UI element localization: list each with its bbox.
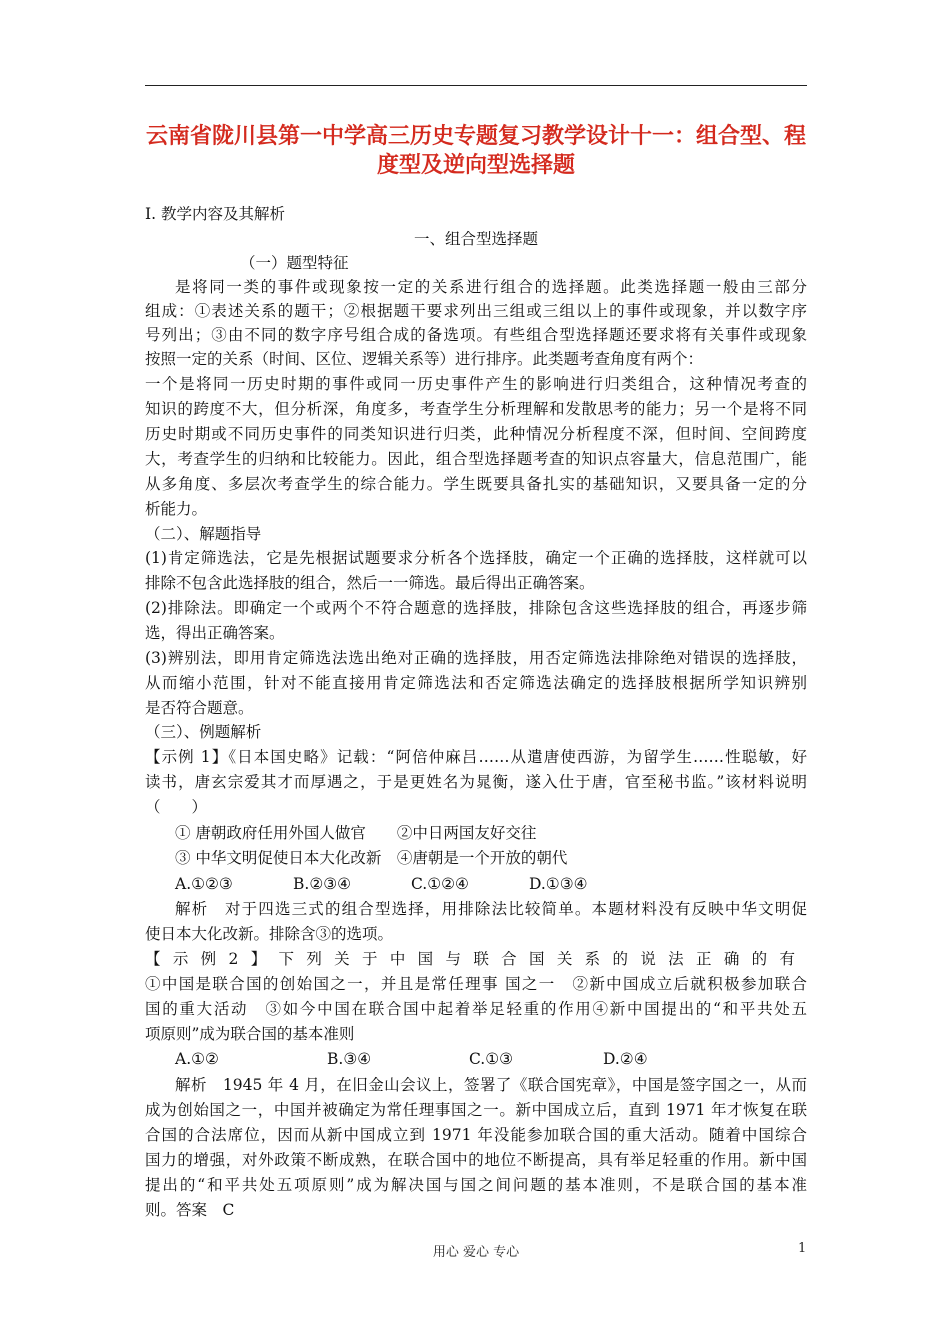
- title-line-2: 度型及逆向型选择题: [376, 152, 575, 178]
- guide-heading: （二）、解题指导: [145, 525, 262, 543]
- guide-line: (1)肯定筛选法，它是先根据试题要求分析各个选择肢，确定一个正确的选择肢，这样就可以: [145, 549, 807, 567]
- example2-question: 项原则”成为联合国的基本准则: [145, 1025, 355, 1043]
- guide-line: (3)辨别法，即用肯定筛选法选出绝对正确的选择肢，用否定筛选法排除绝对错误的选择肢，: [145, 649, 807, 667]
- option-b: B.③④: [327, 1050, 372, 1068]
- guide-line: 选，得出正确答案。: [145, 624, 285, 642]
- option-d: D.②④: [603, 1050, 648, 1068]
- section-main-heading: Ⅰ. 教学内容及其解析: [145, 205, 285, 223]
- para-line: 按照一定的关系（时间、区位、逻辑关系等）进行排序。此类题考查角度有两个：: [145, 350, 704, 368]
- example2-question: ①中国是联合国的创始国之一，并且是常任理事 国之一 ②新中国成立后就积极参加联合: [145, 975, 807, 993]
- para-line: 组成：①表述关系的题干；②根据题干要求列出三组或三组以上的事件或现象，并以数字序: [145, 302, 807, 320]
- para-line: 号列出；③由不同的数字序号组合成的备选项。有些组合型选择题还要求将有关事件或现象: [145, 326, 807, 344]
- page-number: 1: [798, 1241, 807, 1256]
- document-title: [140, 122, 812, 180]
- example1-statement: ③ 中华文明促使日本大化改新 ④唐朝是一个开放的朝代: [175, 849, 568, 867]
- example2-analysis: 合国的合法席位，因而从新中国成立到 1971 年没能参加联合国的重大活动。随着中国综合: [145, 1126, 807, 1144]
- para-line: 析能力。: [145, 500, 208, 518]
- option-a: A.①②③: [175, 875, 233, 893]
- guide-line: 从而缩小范围，针对不能直接用肯定筛选法和否定筛选法确定的选择肢根据所学知识辨别: [145, 674, 807, 692]
- examples-heading: （三）、例题解析: [145, 723, 262, 741]
- example1-question: 读书，唐玄宗爱其才而厚遇之，于是更姓名为晁衡，遂入仕于唐，官至秘书监。”该材料说明: [145, 773, 807, 791]
- example1-statement: ① 唐朝政府任用外国人做官 ②中日两国友好交往: [175, 824, 537, 842]
- features-heading: （一）题型特征: [240, 254, 349, 272]
- option-a: A.①②: [175, 1050, 219, 1068]
- option-c: C.①③: [469, 1050, 514, 1068]
- para-line: 一个是将同一历史时期的事件或同一历史事件产生的影响进行归类组合，这种情况考查的: [145, 375, 807, 393]
- guide-line: (2)排除法。即确定一个或两个不符合题意的选择肢，排除包含这些选择肢的组合，再逐步筛: [145, 599, 807, 617]
- guide-line: 是否符合题意。: [145, 699, 254, 717]
- para-line: 大，考查学生的归纳和比较能力。因此，组合型选择题考查的知识点容量大，信息范围广，能: [145, 450, 807, 468]
- example2-options: [175, 1047, 648, 1071]
- option-d: D.①③④: [529, 875, 588, 893]
- header-rule: [145, 85, 807, 86]
- example1-question: 【示例 1】《日本国史略》记载：“阿倍仲麻吕……从遣唐使西游，为留学生……性聪敏，好: [145, 748, 807, 766]
- page-footer: 用心 爱心 专心: [432, 1245, 520, 1260]
- para-line: 历史时期或不同历史事件的同类知识进行归类，此种情况分析程度不深，但时间、空间跨度: [145, 425, 807, 443]
- example1-options: [175, 872, 588, 896]
- example1-analysis: 解析 对于四选三式的组合型选择，用排除法比较简单。本题材料没有反映中华文明促: [175, 900, 807, 918]
- para-line: 从多角度、多层次考查学生的综合能力。学生既要具备扎实的基础知识，又要具备一定的分: [145, 475, 807, 493]
- para-line: 是将同一类的事件或现象按一定的关系进行组合的选择题。此类选择题一般由三部分: [175, 278, 807, 296]
- example2-question: 国的重大活动 ③如今中国在联合国中起着举足轻重的作用④新中国提出的“和平共处五: [145, 1000, 807, 1018]
- example2-analysis: 国力的增强，对外政策不断成熟，在联合国中的地位不断提高，具有举足轻重的作用。新中国: [145, 1151, 807, 1169]
- example2-analysis: 解析 1945 年 4 月，在旧金山会议上，签署了《联合国宪章》，中国是签字国之一，从而: [175, 1076, 807, 1094]
- example2-analysis: 则。答案 C: [145, 1201, 235, 1219]
- example2-question: 【示例2】下列关于中国与联合国关系的说法正确的有: [145, 950, 807, 968]
- section-sub-heading: 一、组合型选择题: [413, 230, 538, 248]
- option-c: C.①②④: [411, 875, 469, 893]
- example2-analysis: 提出的“和平共处五项原则”成为解决国与国之间问题的基本准则，不是联合国的基本准: [145, 1176, 807, 1194]
- para-line: 知识的跨度不大，但分析深，角度多，考查学生分析理解和发散思考的能力；另一个是将不同: [145, 400, 807, 418]
- guide-line: 排除不包含此选择肢的组合，然后一一筛选。最后得出正确答案。: [145, 574, 595, 592]
- example1-blank: （ ）: [145, 798, 208, 816]
- example1-analysis: 使日本大化改新。排除含③的选项。: [145, 925, 394, 943]
- example2-analysis: 成为创始国之一，中国并被确定为常任理事国之一。新中国成立后，直到 1971 年才恢复在联: [145, 1101, 807, 1119]
- option-b: B.②③④: [293, 875, 352, 893]
- title-line-1: 云南省陇川县第一中学高三历史专题复习教学设计十一：组合型、程: [145, 123, 806, 149]
